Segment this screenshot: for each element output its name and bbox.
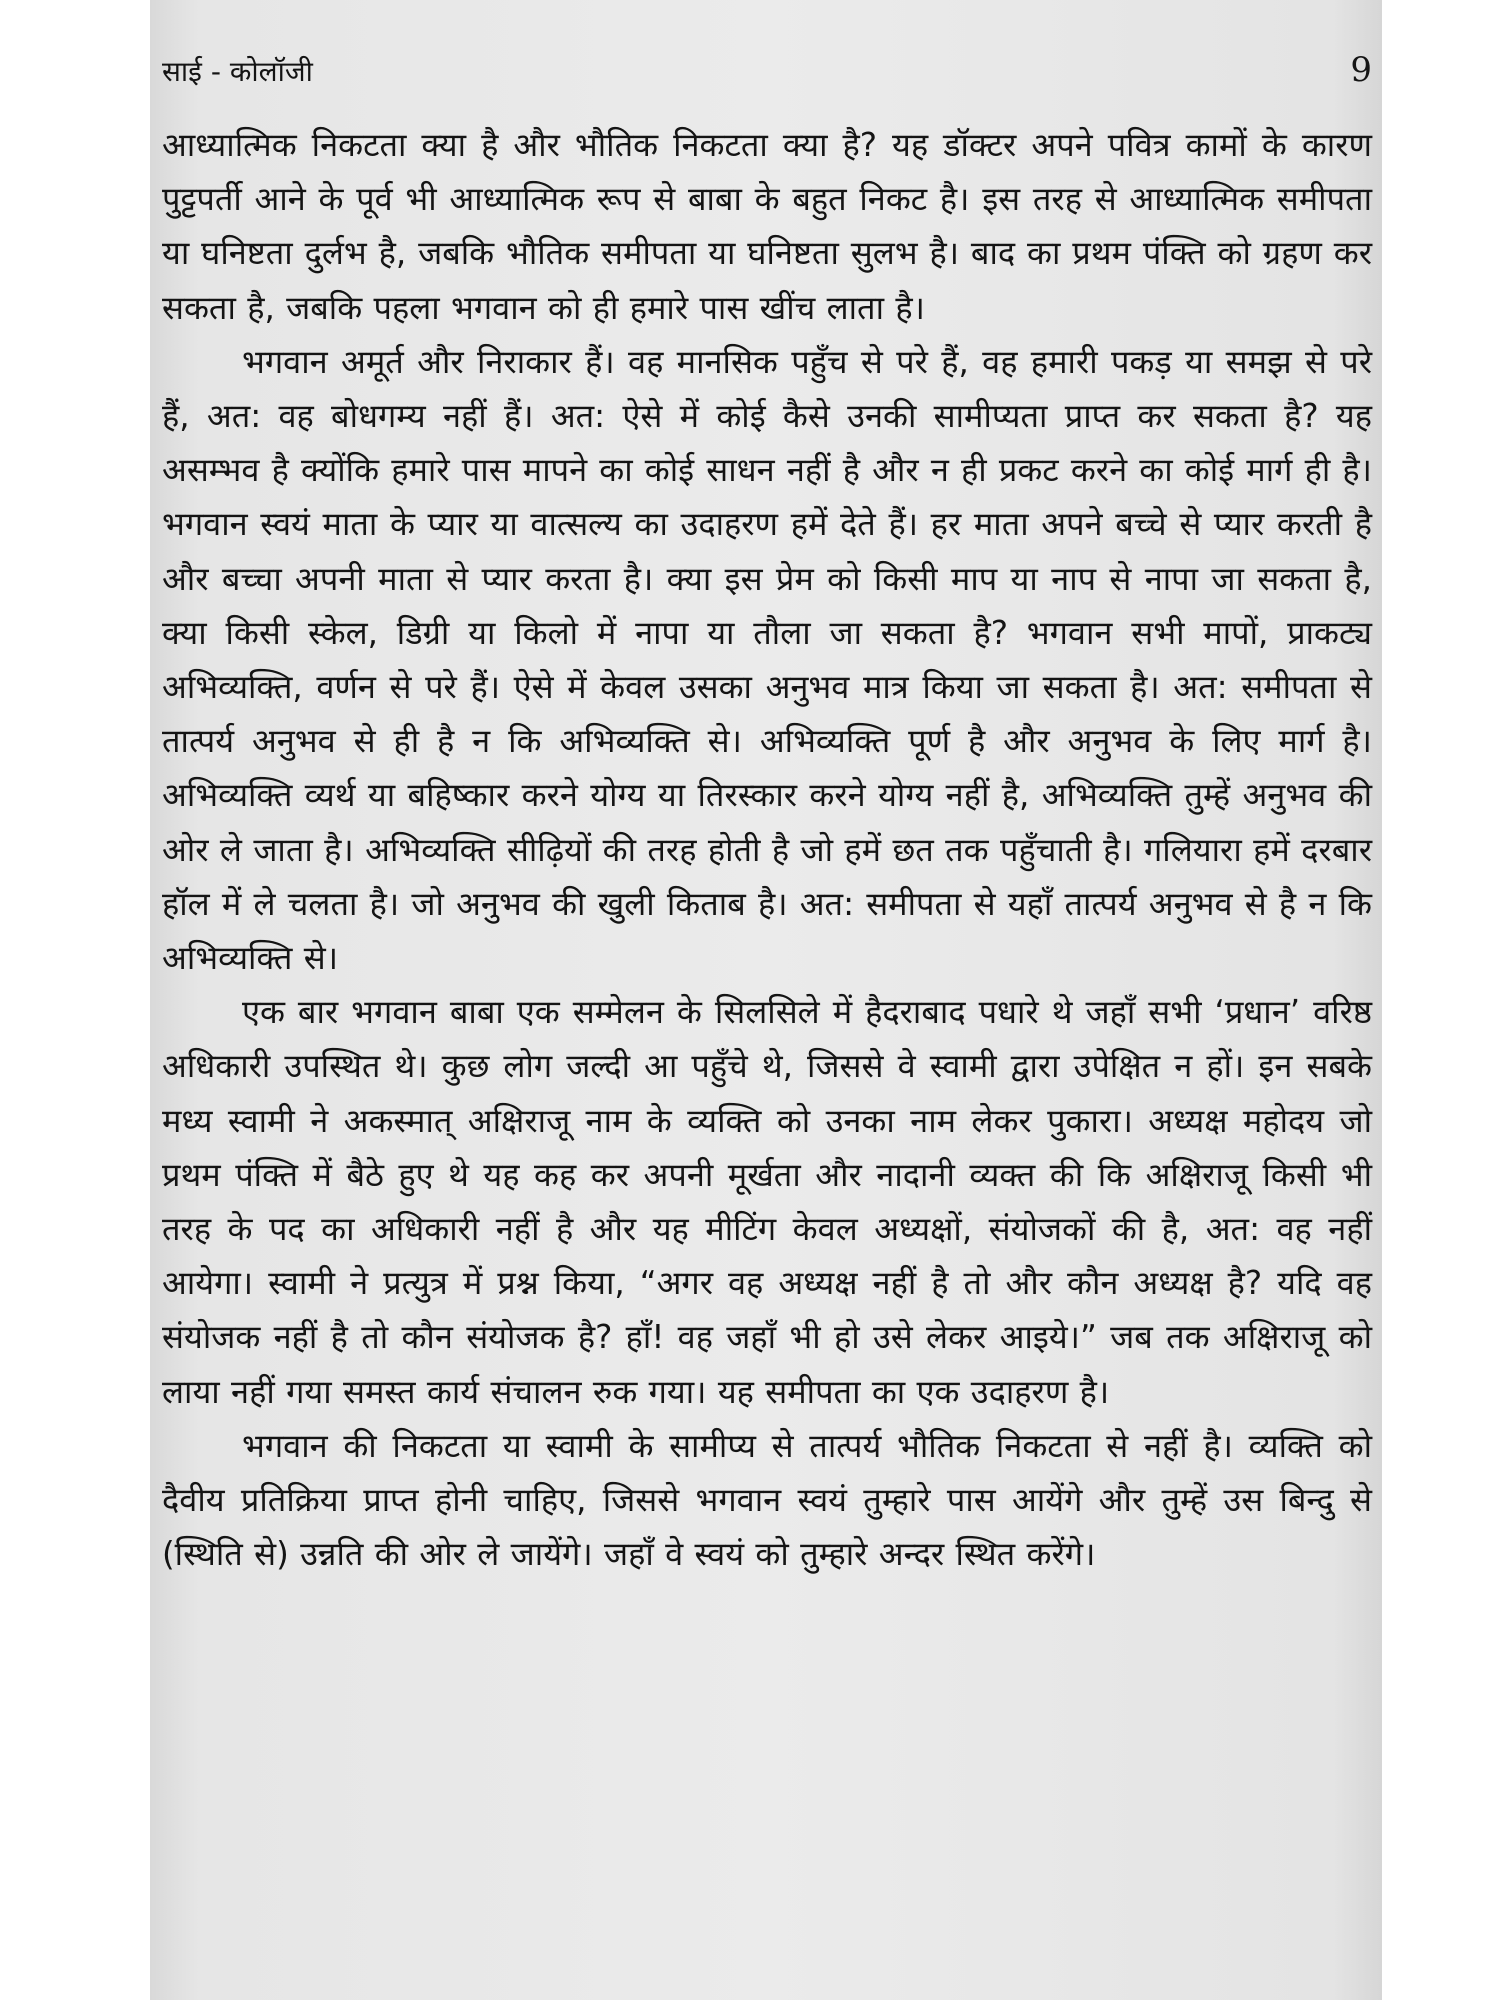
paragraph-3: एक बार भगवान बाबा एक सम्मेलन के सिलसिले में हैदराबाद पधारे थे जहाँ सभी ‘प्रधान’ वरिष्ठ अधिकारी उपस्थित थे। कुछ लोग जल्दी आ पहुँचे थे, जिससे वे स्वामी द्वारा उपेक्षित न हों। इन सबके मध्य स्वामी ने अकस्मात् अक्षिराजू नाम के व्यक्ति को उनका नाम लेकर पुकारा। अध्यक्ष महोदय जो प्रथम पंक्ति में बैठे हुए थे यह कह कर अपनी मूर्खता और नादानी व्यक्त की कि अक्षिराजू किसी भी तरह के पद का अधिकारी नहीं है और यह मीटिंग केवल अध्यक्षों, संयोजकों की है, अत: वह नहीं आयेगा। स्वामी ने प्रत्युत्र में प्रश्न किया, “अगर वह अध्यक्ष नहीं है तो और कौन अध्यक्ष है? यदि वह संयोजक नहीं है तो कौन संयोजक है? हाँ! वह जहाँ भी हो उसे लेकर आइये।” जब तक अक्षिराजू को लाया नहीं गया समस्त कार्य संचालन रुक गया। यह समीपता का एक उदाहरण है। (162, 993, 1372, 1411)
body-text (162, 118, 1372, 1581)
page-number: 9 (1350, 50, 1372, 90)
book-page (150, 0, 1382, 2000)
paragraph-2: भगवान अमूर्त और निराकार हैं। वह मानसिक पहुँच से परे हैं, वह हमारी पकड़ या समझ से परे हैं, अत: वह बोधगम्य नहीं हैं। अत: ऐसे में कोई कैसे उनकी सामीप्यता प्राप्त कर सकता है? यह असम्भव है क्योंकि हमारे पास मापने का कोई साधन नहीं है और न ही प्रकट करने का कोई मार्ग ही है। भगवान स्वयं माता के प्यार या वात्सल्य का उदाहरण हमें देते हैं। हर माता अपने बच्चे से प्यार करती है और बच्चा अपनी माता से प्यार करता है। क्या इस प्रेम को किसी माप या नाप से नापा जा सकता है, क्या किसी स्केल, डिग्री या किलो में नापा या तौला जा सकता है? भगवान सभी मापों, प्राकट्य अभिव्यक्ति, वर्णन से परे हैं। ऐसे में केवल उसका अनुभव मात्र किया जा सकता है। अत: समीपता से तात्पर्य अनुभव से ही है न कि अभिव्यक्ति से। अभिव्यक्ति पूर्ण है और अनुभव के लिए मार्ग है। अभिव्यक्ति व्यर्थ या बहिष्कार करने योग्य या तिरस्कार करने योग्य नहीं है, अभिव्यक्ति तुम्हें अनुभव की ओर ले जाता है। अभिव्यक्ति सीढ़ियों की तरह होती है जो हमें छत तक पहुँचाती है। गलियारा हमें दरबार हॉल में ले चलता है। जो अनुभव की खुली किताब है। अत: समीपता से यहाँ तात्पर्य अनुभव से है न कि अभिव्यक्ति से। (162, 342, 1372, 978)
running-head: साई - कोलॉजी (162, 55, 313, 88)
paragraph-1: आध्यात्मिक निकटता क्या है और भौतिक निकटता क्या है? यह डॉक्टर अपने पवित्र कामों के कारण पुट्टपर्ती आने के पूर्व भी आध्यात्मिक रूप से बाबा के बहुत निकट है। इस तरह से आध्यात्मिक समीपता या घनिष्टता दुर्लभ है, जबकि भौतिक समीपता या घनिष्टता सुलभ है। बाद का प्रथम पंक्ति को ग्रहण कर सकता है, जबकि पहला भगवान को ही हमारे पास खींच लाता है। (162, 126, 1372, 327)
page-header (162, 50, 1372, 110)
paragraph-4: भगवान की निकटता या स्वामी के सामीप्य से तात्पर्य भौतिक निकटता से नहीं है। व्यक्ति को दैवीय प्रतिक्रिया प्राप्त होनी चाहिए, जिससे भगवान स्वयं तुम्हारे पास आयेंगे और तुम्हें उस बिन्दु से (स्थिति से) उन्नति की ओर ले जायेंगे। जहाँ वे स्वयं को तुम्हारे अन्दर स्थित करेंगे। (162, 1426, 1372, 1574)
